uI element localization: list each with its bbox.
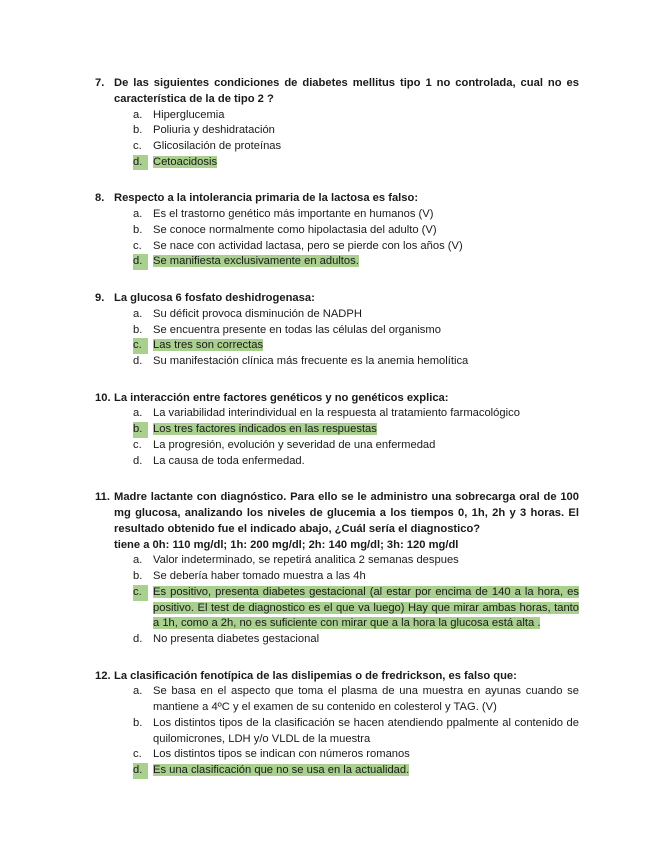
option-d	[0, 454, 655, 470]
option-letter: c.	[133, 438, 142, 451]
option-c	[0, 139, 655, 155]
option-text: Los distintos tipos se indican con números romanos	[153, 748, 410, 761]
option-a	[0, 553, 655, 569]
question-text: La glucosa 6 fosfato deshidrogenasa:	[114, 292, 315, 305]
option-text: Su déficit provoca disminución de NADPH	[153, 307, 362, 320]
option-letter: a.	[133, 685, 143, 698]
option-a	[0, 108, 655, 124]
question-heading	[0, 391, 655, 407]
option-text: Es el trastorno genético más importante en humanos (V)	[153, 208, 434, 221]
option-a	[0, 307, 655, 323]
option-letter: c.	[133, 338, 148, 354]
question-number: 10.	[95, 391, 111, 404]
option-letter: c.	[133, 239, 142, 252]
option-text: La variabilidad interindividual en la respuesta al tratamiento farmacológico	[153, 407, 520, 420]
option-d-correct	[0, 763, 655, 779]
option-letter: c.	[133, 585, 148, 601]
option-text: Se debería haber tomado muestra a las 4h	[153, 570, 366, 583]
question-9	[0, 291, 655, 370]
option-b-correct	[0, 422, 655, 438]
option-text: Poliuria y deshidratación	[153, 124, 275, 137]
option-c-correct	[0, 338, 655, 354]
option-letter: d.	[133, 454, 143, 467]
option-letter: c.	[133, 140, 142, 152]
option-text: La progresión, evolución y severidad de una enfermedad	[153, 438, 436, 451]
question-text: De las siguientes condiciones de diabetes mellitus tipo 1 no controlada, cual no es característica de la de tipo 2 ?	[114, 77, 579, 105]
option-text-highlighted: Las tres son correctas	[153, 339, 264, 352]
option-c	[0, 747, 655, 763]
option-d	[0, 632, 655, 648]
question-heading	[0, 291, 655, 307]
question-text: La interacción entre factores genéticos y no genéticos explica:	[114, 391, 449, 404]
option-text-highlighted: Se manifiesta exclusivamente en adultos.	[153, 255, 359, 268]
option-text-highlighted: Cetoacidosis	[153, 155, 218, 168]
option-letter: b.	[133, 422, 148, 438]
option-d	[0, 354, 655, 370]
option-d-correct	[0, 254, 655, 270]
option-letter: a.	[133, 108, 143, 121]
option-text: Se basa en el aspecto que toma el plasma de una muestra en ayunas cuando se mantiene a 4ºC y el examen de su contenido en colesterol y TAG. (V)	[153, 685, 579, 714]
answer-options	[0, 207, 655, 270]
option-text: Los distintos tipos de la clasificación se hacen atendiendo ppalmente al contenido de quilomicrones, LDH y/o VLDL de la muestra	[153, 716, 579, 745]
question-number: 11.	[95, 491, 110, 504]
option-a	[0, 406, 655, 422]
option-text: Se encuentra presente en todas las células del organismo	[153, 323, 441, 336]
question-text: La clasificación fenotípica de las dislipemias o de fredrickson, es falso que:	[114, 669, 517, 682]
option-a	[0, 684, 655, 715]
answer-options	[0, 406, 655, 469]
option-text: Valor indeterminado, se repetirá analitica 2 semanas despues	[153, 554, 459, 567]
question-heading	[0, 490, 655, 553]
option-text: Su manifestación clínica más frecuente es la anemia hemolítica	[153, 354, 469, 367]
question-heading	[0, 76, 655, 108]
option-c-correct	[0, 585, 655, 632]
option-text-highlighted: Los tres factores indicados en las respuestas	[153, 423, 377, 436]
question-values-line: tiene a 0h: 110 mg/dl; 1h: 200 mg/dl; 2h: 140 mg/dl; 3h: 120 mg/dl	[114, 538, 459, 551]
question-number: 8.	[95, 192, 105, 205]
option-letter: a.	[133, 554, 143, 567]
question-text: Respecto a la intolerancia primaria de la lactosa es falso:	[114, 192, 419, 205]
question-8	[0, 191, 655, 270]
answer-options	[0, 108, 655, 171]
answer-options	[0, 553, 655, 647]
question-heading	[0, 669, 655, 685]
option-letter: d.	[133, 254, 148, 270]
question-10	[0, 391, 655, 470]
option-c	[0, 438, 655, 454]
question-number: 7.	[95, 77, 105, 89]
option-letter: d.	[133, 763, 148, 779]
option-letter: b.	[133, 124, 143, 137]
option-b	[0, 123, 655, 139]
option-letter: b.	[133, 223, 143, 236]
option-letter: a.	[133, 407, 143, 420]
option-c	[0, 239, 655, 255]
question-12	[0, 669, 655, 779]
option-letter: d.	[133, 632, 143, 645]
option-b	[0, 569, 655, 585]
option-letter: b.	[133, 716, 143, 729]
option-text: Glicosilación de proteínas	[153, 140, 282, 152]
question-number: 12.	[95, 669, 111, 682]
option-letter: d.	[133, 155, 148, 171]
option-b	[0, 716, 655, 747]
option-b	[0, 223, 655, 239]
option-text: Se nace con actividad lactasa, pero se pierde con los años (V)	[153, 239, 463, 252]
option-d-correct	[0, 155, 655, 171]
option-letter: d.	[133, 354, 143, 367]
question-11	[0, 490, 655, 647]
option-letter: a.	[133, 307, 143, 320]
option-text-highlighted: Es una clasificación que no se usa en la actualidad.	[153, 763, 410, 776]
question-text: Madre lactante con diagnóstico. Para ello se le administro una sobrecarga oral de 100 mg glucosa, analizando los niveles de glucemia a los tiempos 0, 1h, 2h y 3 horas. El resultado obtenido fue el indicado abajo, ¿Cuál sería el diagnostico?	[114, 491, 579, 535]
option-text: No presenta diabetes gestacional	[153, 632, 320, 645]
option-a	[0, 207, 655, 223]
question-number: 9.	[95, 292, 105, 305]
option-text: Se conoce normalmente como hipolactasia del adulto (V)	[153, 223, 437, 236]
option-letter: b.	[133, 570, 143, 583]
answer-options	[0, 307, 655, 370]
option-letter: b.	[133, 323, 143, 336]
option-letter: c.	[133, 748, 142, 761]
option-b	[0, 323, 655, 339]
answer-options	[0, 684, 655, 778]
option-letter: a.	[133, 208, 143, 221]
question-heading	[0, 191, 655, 207]
option-text: Hiperglucemia	[153, 108, 225, 121]
question-7	[0, 76, 655, 170]
option-text-highlighted: Es positivo, presenta diabetes gestacional (al estar por encima de 140 a la hora, es positivo. El test de diagnostico es el que va luego) Hay que mirar ambas horas, tanto a 1h, como a 2h, no es suficiente con mirar que a la hora la glucosa está alta .	[153, 585, 579, 630]
option-text: La causa de toda enfermedad.	[153, 454, 305, 467]
